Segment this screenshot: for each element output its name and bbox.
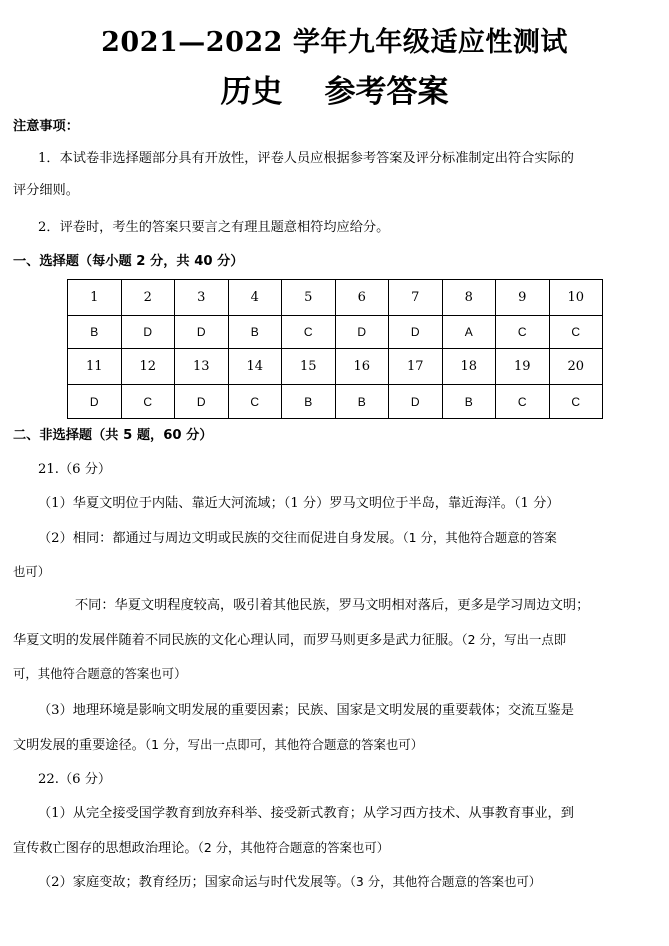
answer-key-label: 参考答案 (324, 74, 449, 110)
question-number: 19 (496, 349, 550, 385)
notice-item-1-line-2: 评分细则。 (13, 183, 79, 198)
answer-letter: B (68, 315, 122, 349)
question-number: 8 (442, 280, 496, 316)
question-number: 18 (442, 349, 496, 385)
q22-answer-1-line-1: （1）从完全接受国学教育到放弃科举、接受新式教育；从学习西方技术、从事教育事业，到 (38, 806, 574, 821)
notice-heading: 注意事项： (13, 119, 79, 134)
q21-answer-2b-line-1: 不同：华夏文明程度较高，吸引着其他民族，罗马文明相对落后，更多是学习周边文明； (75, 598, 590, 613)
q22-answer-1-line-2 (13, 840, 389, 857)
question-number: 2 (121, 280, 175, 316)
question-number: 14 (228, 349, 282, 385)
answer-letter: B (228, 315, 282, 349)
question-number: 9 (496, 280, 550, 316)
q21-answer-3-line-2 (13, 737, 423, 754)
question-number: 11 (68, 349, 122, 385)
q21-answer-1: （1）华夏文明位于内陆、靠近大河流域；（1 分）罗马文明位于半岛，靠近海洋。（1 分） (38, 496, 560, 511)
answer-letter: D (389, 315, 443, 349)
question-number: 4 (228, 280, 282, 316)
question-number: 17 (389, 349, 443, 385)
answer-letter: D (175, 315, 229, 349)
answer-text: 华夏文明的发展伴随着不同民族的文化心理认同，而罗马则更多是武力征服。 (13, 633, 462, 648)
answer-letter: D (335, 315, 389, 349)
question-number: 20 (549, 349, 603, 385)
q21-answer-2b-line-2 (13, 632, 566, 649)
answer-letter: C (282, 315, 336, 349)
section-2-heading: 二、非选择题（共 5 题，60 分） (13, 428, 213, 443)
question-number: 16 (335, 349, 389, 385)
table-row (68, 349, 603, 385)
answer-letter: D (121, 315, 175, 349)
document-subtitle (0, 66, 669, 111)
q21-answer-2b-line-3: 可，其他符合题意的答案也可） (13, 666, 187, 681)
question-number: 15 (282, 349, 336, 385)
question-number: 1 (68, 280, 122, 316)
answer-text: （2）家庭变故；教育经历；国家命运与时代发展等。 (38, 875, 350, 890)
table-row (68, 280, 603, 316)
question-number: 12 (121, 349, 175, 385)
q21-label: 21.（6 分） (38, 462, 112, 477)
q22-answer-2 (38, 874, 541, 891)
question-number: 6 (335, 280, 389, 316)
answer-text: 宣传救亡图存的思想政治理论。 (13, 841, 198, 856)
answer-letter: C (549, 315, 603, 349)
scoring-note: （2 分，写出一点即 (461, 632, 567, 647)
scoring-note: （3 分，其他符合题意的答案也可） (349, 874, 542, 889)
table-row (68, 385, 603, 419)
answer-letter: C (496, 385, 550, 419)
answer-letter: C (496, 315, 550, 349)
question-number: 10 (549, 280, 603, 316)
notice-item-2: 2．评卷时，考生的答案只要言之有理且题意相符均应给分。 (38, 220, 390, 235)
answer-letter: D (175, 385, 229, 419)
scoring-note: （2 分，其他符合题意的答案也可） (197, 840, 390, 855)
question-number: 3 (175, 280, 229, 316)
notice-item-1-line-1: 1．本试卷非选择题部分具有开放性，评卷人员应根据参考答案及评分标准制定出符合实际的 (38, 151, 574, 166)
answer-letter: C (228, 385, 282, 419)
answer-letter: C (549, 385, 603, 419)
question-number: 5 (282, 280, 336, 316)
document-title: 2021—2022 学年九年级适应性测试 (101, 27, 568, 58)
answer-letter: B (335, 385, 389, 419)
scoring-note: （1 分，其他符合题意的答案 (402, 530, 557, 545)
answer-letter: A (442, 315, 496, 349)
subject-label: 历史 (220, 74, 283, 110)
answer-text: （2）相同：都通过与周边文明或民族的交往而促进自身发展。 (38, 531, 403, 546)
answer-letter: C (121, 385, 175, 419)
answer-letter: B (442, 385, 496, 419)
q21-answer-2-line-1 (38, 530, 557, 547)
table-row (68, 315, 603, 349)
question-number: 13 (175, 349, 229, 385)
answer-letter: B (282, 385, 336, 419)
scoring-note: （1 分，写出一点即可，其他符合题意的答案也可） (144, 737, 424, 752)
section-1-heading: 一、选择题（每小题 2 分，共 40 分） (13, 254, 244, 269)
q21-answer-2-line-2: 也可） (13, 564, 51, 579)
question-number: 7 (389, 280, 443, 316)
answer-letter: D (389, 385, 443, 419)
choice-answer-table (67, 279, 603, 419)
answer-text: 文明发展的重要途径。 (13, 738, 145, 753)
answer-letter: D (68, 385, 122, 419)
q21-answer-3-line-1: （3）地理环境是影响文明发展的重要因素；民族、国家是文明发展的重要载体；交流互鉴是 (38, 703, 574, 718)
q22-label: 22.（6 分） (38, 772, 112, 787)
